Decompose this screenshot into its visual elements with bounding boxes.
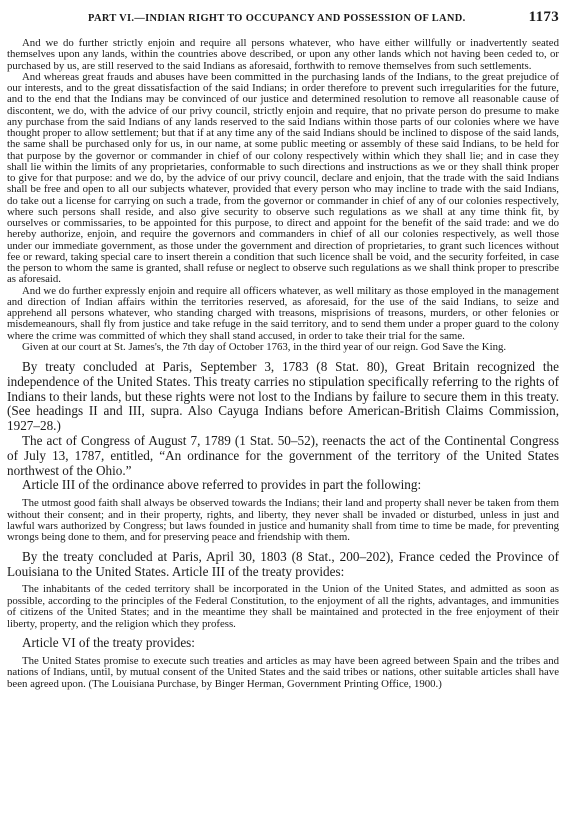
act-1789-paragraph: The act of Congress of August 7, 1789 (1 Stat. 50–52), reenacts the act of the Continental Congress of July 13, 1787, entitled, “An ordinance for the government of the territory of the United States northwest of the Ohio.” — [7, 432, 559, 478]
article-6-quote: The United States promise to execute such treaties and articles as may have been agreed between Spain and the tribes and nations of Indians, until, by mutual consent of the United States and the said tribes or nations, other suitable articles shall have been agreed upon. (The Louisiana Purchase, by Binger Herman, Government Printing Office, 1900.) — [7, 654, 559, 690]
article-3-intro: Article III of the ordinance above referred to provides in part the following: — [22, 477, 422, 493]
page-header — [7, 9, 559, 29]
proclamation-paragraph: And we do further strictly enjoin and require all persons whatever, who have either willfully or inadvertently seated themselves upon any lands, within the countries above described, or upon any other lands which not having been ceded to, or purchased by us, are still reserved to the said Indians as aforesaid, forthwith to remove themselves from such settlements. — [7, 37, 559, 72]
treaty-1803-paragraph: By the treaty concluded at Paris, April 30, 1803 (8 Stat., 200–202), France ceded the Province of Louisiana to the United States. Article III of the treaty provides: — [7, 548, 559, 579]
proclamation-paragraph: Given at our court at St. James's, the 7th day of October 1763, in the third year of our reign. God Save the King. — [22, 340, 507, 353]
proclamation-excerpt — [7, 38, 559, 353]
proclamation-paragraph: And whereas great frauds and abuses have been committed in the purchasing lands of the Indians, to the great prejudice of our interests, and to the great dissatisfaction of the said Indians; in order therefore to prevent such irregularities for the future, and to the end that the Indians may be convinced of our justice and determined resolution to remove all reasonable cause of discontent, we do, with the advice of our privy council, strictly enjoin and require, that no private person do presume to make any purchase from the said Indians of any lands reserved to the said Indians within those parts of our colonies where we have thought proper to allow settlement; but that if at any time any of the said Indians should be inclined to dispose of the said lands, the same shall be purchased only for us, in our name, at some public meeting or assembly of these said Indians, to be held for that purpose by the governor or commander in chief of our colony respectively within which they shall lie; and in case they shall lie within the limits of any proprietaries, conformable to such directions and instructions as we or they shall think proper to give for that purpose: and we do, by the advice of our privy council, declare and enjoin, that the trade with the said Indians shall be free and open to all our subjects whatever, provided that every person who may incline to trade with the said Indians, do take out a license for carrying on such a trade, from the governor or commander in chief of any of our colonies respectively, where such persons shall reside, and also give security to observe such regulations as we shall at any time think fit, by ourselves or commissaries, to be appointed for this purpose, to direct and appoint for the benefit of the said trade: and we do hereby authorize, enjoin, and require the governors and commanders in chief of all our colonies respectively, as well those under our immediate government, as those under the government and direction of proprietaries, to grant such licences without fee or reward, taking special care to insert therein a condition that such licence shall be void, and the security forfeited, in case the person to whom the same is granted, shall refuse or neglect to observe such regulations as we shall think proper to prescribe as aforesaid. — [7, 70, 559, 286]
proclamation-paragraph: And we do further expressly enjoin and require all officers whatever, as well military as those employed in the management and direction of Indian affairs within the territories reserved, as aforesaid, for the use of the said Indians, to seize and apprehend all persons whatever, who standing charged with treasons, misprisions of treasons, murders, or other felonies or misdemeanours, shall fly from justice and take refuge in the said territory, and to send them under a proper guard to the colony where the crime was committed of which they shall stand accused, in order to take their trial for the same. — [7, 284, 559, 342]
running-head: PART VI.—INDIAN RIGHT TO OCCUPANCY AND POSSESSION OF LAND. — [88, 13, 466, 24]
treaty-1803-quote: The inhabitants of the ceded territory shall be incorporated in the Union of the United States, and admitted as soon as possible, according to the principles of the Federal Constitution, to the enjoyment of all the rights, advantages, and immunities of citizens of the United States; and in the meantime they shall be maintained and protected in the free enjoyment of their liberty, property, and the religion which they profess. — [7, 583, 559, 630]
article-3-quote: The utmost good faith shall always be observed towards the Indians; their land and property shall never be taken from them without their consent; and in their property, rights, and liberty, they never shall be invaded or disturbed, unless in just and lawful wars authorized by Congress; but laws founded in justice and humanity shall from time to time be made, for preventing wrongs being done to them, and for preserving peace and friendship with them. — [7, 497, 559, 544]
page-number: 1173 — [528, 9, 559, 25]
article-6-intro: Article VI of the treaty provides: — [22, 635, 195, 651]
treaty-1783-paragraph: By treaty concluded at Paris, September 3, 1783 (8 Stat. 80), Great Britain recognized the independence of the United States. This treaty carries no stipulation specifically referring to the rights of Indians to their lands, but these rights were not lost to the Indians by failure to secure them in this treaty. (See headings II and III, supra. Also Cayuga Indians before American-British Claims Commission, 1927–28.) — [7, 359, 559, 434]
document-page — [7, 9, 559, 696]
